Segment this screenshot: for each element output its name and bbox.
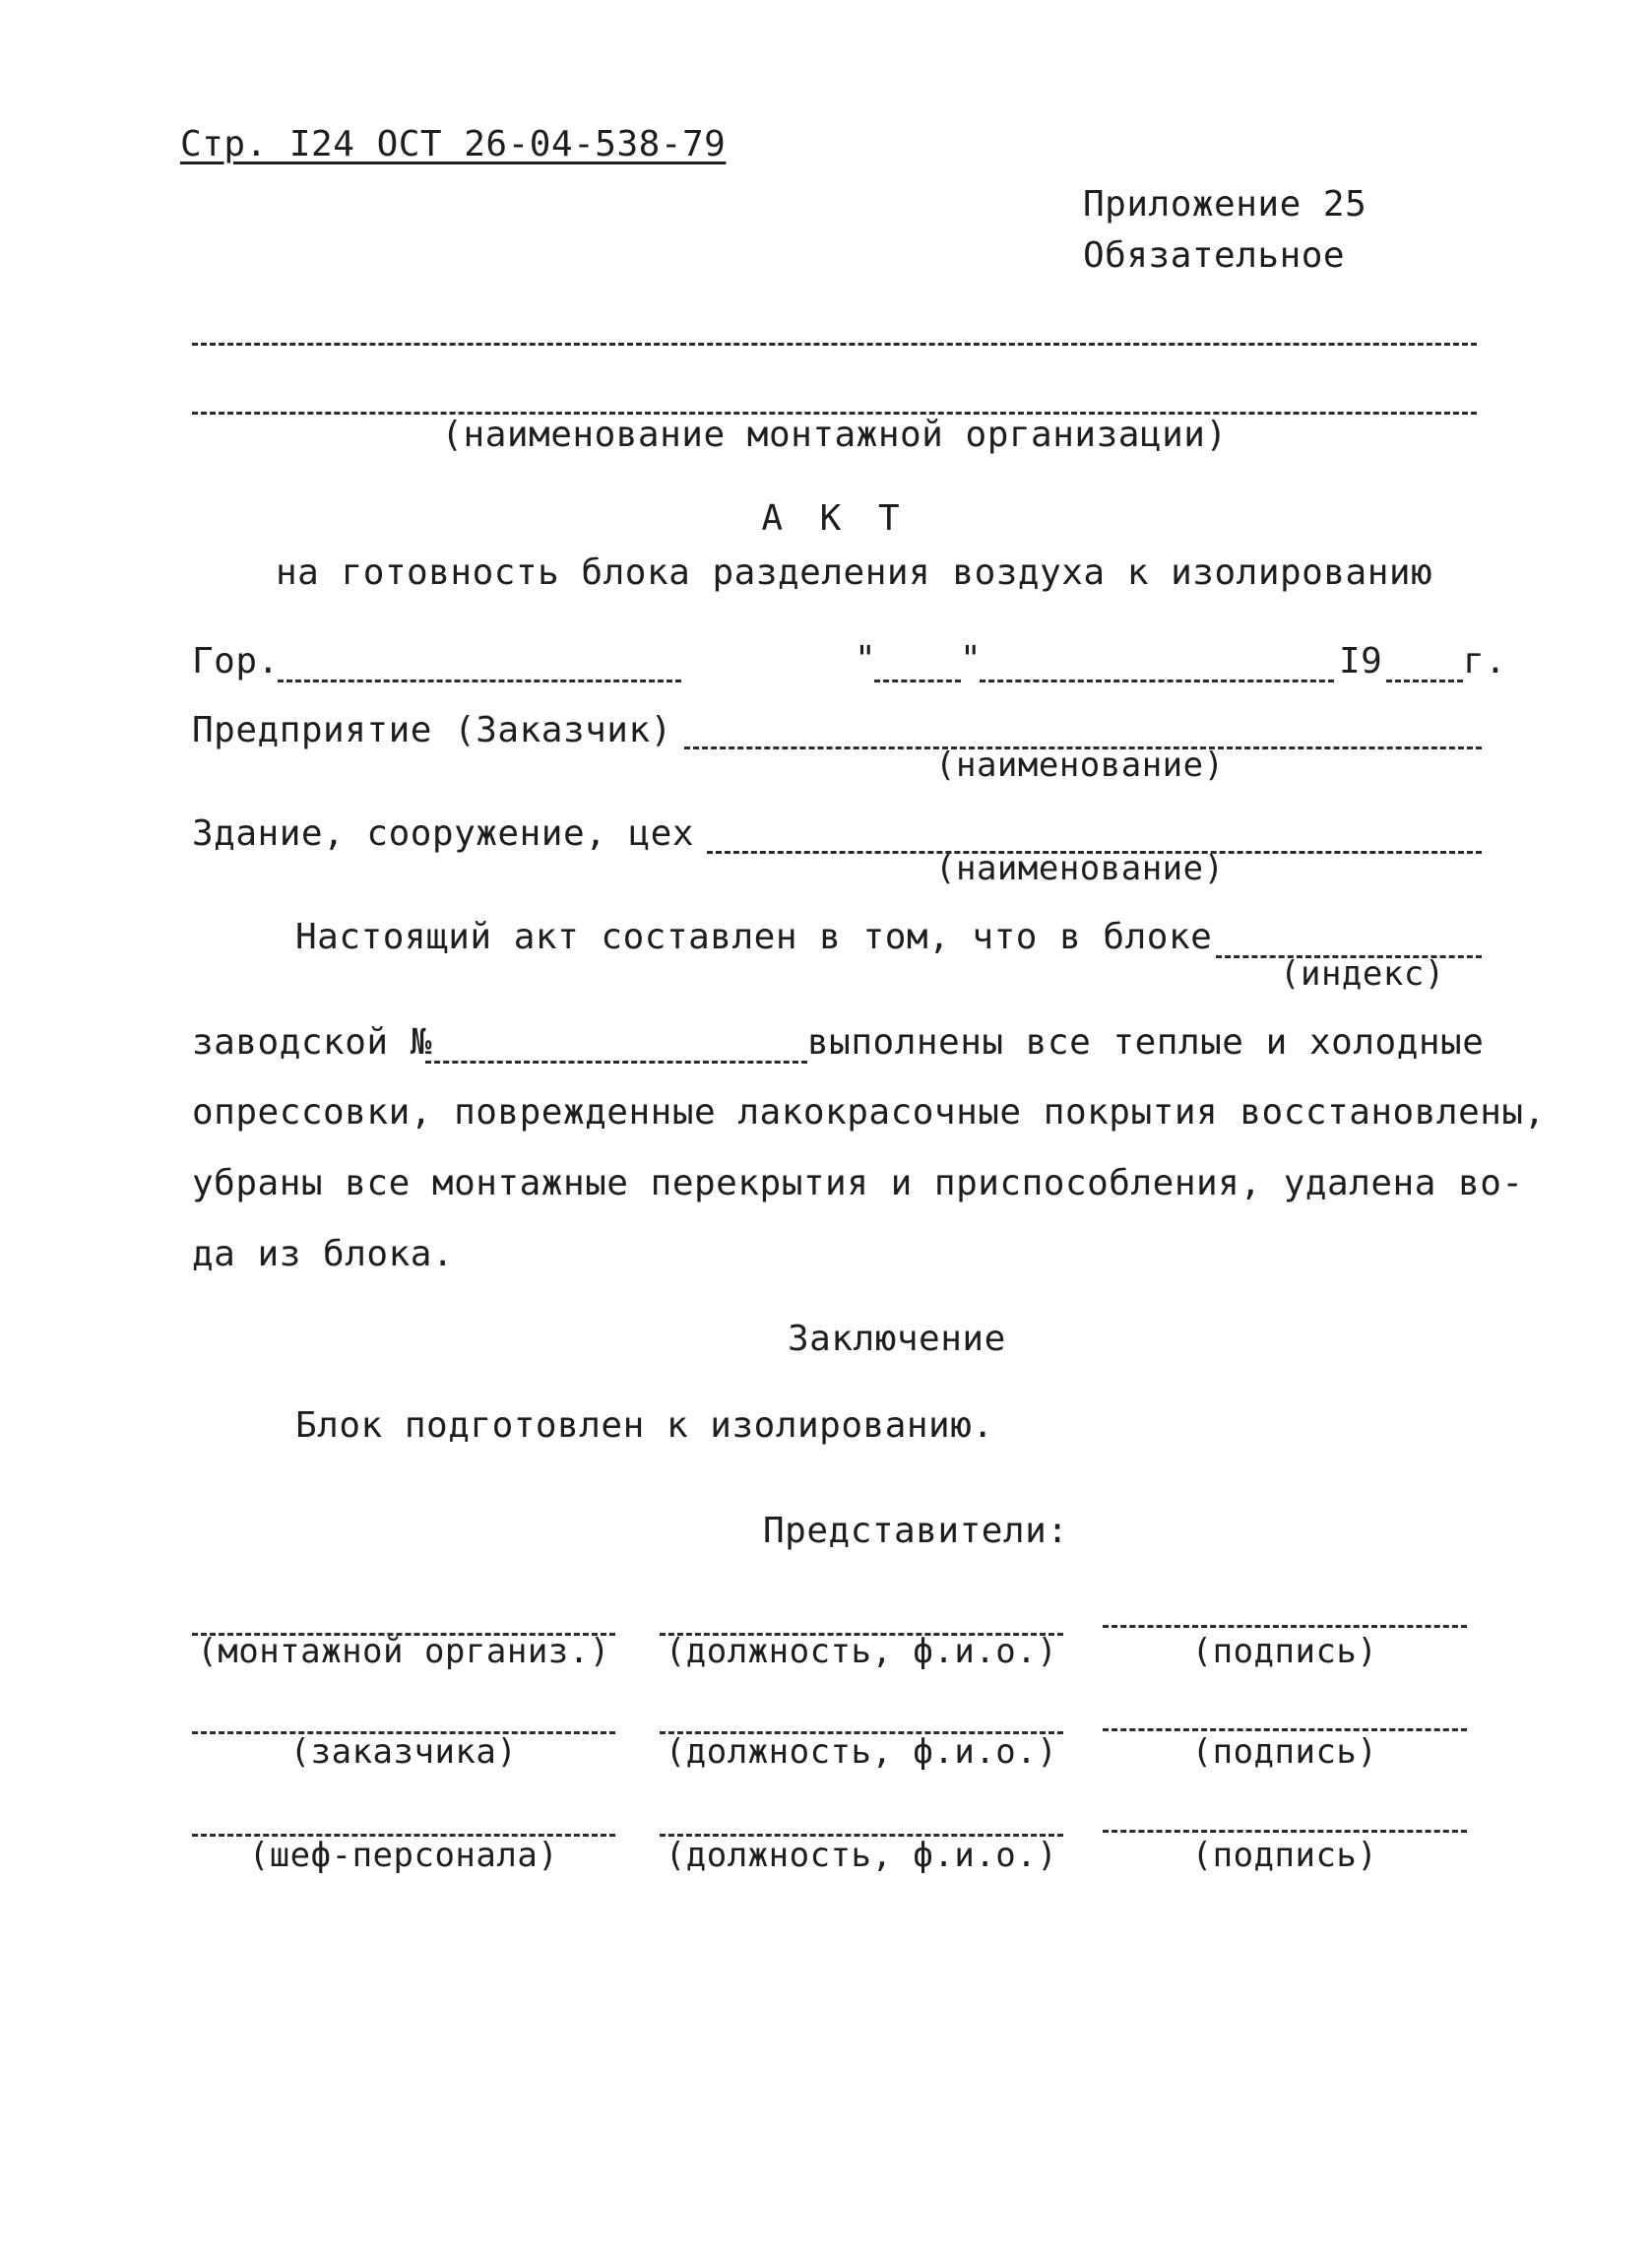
rep-position-caption-3: (должность, ф.и.о.) [665,1836,1058,1875]
conclusion-heading: Заключение [788,1319,1006,1359]
enterprise-label: Предприятие (Заказчик) [192,710,672,750]
enterprise-caption: (наименование) [935,745,1225,785]
appendix-number: Приложение 25 [1083,184,1367,225]
rep-signature-line-3 [1103,1830,1467,1833]
body-line-2-suffix: выполнены все теплые и холодные [807,1022,1485,1063]
rep-org-caption-3: (шеф-персонала) [248,1836,559,1875]
representatives-heading: Представители: [763,1511,1069,1551]
body-line-1: Настоящий акт составлен в том, что в блоке [295,917,1213,957]
rep-signature-caption-2: (подпись) [1191,1732,1378,1772]
rep-signature-caption-3: (подпись) [1191,1836,1378,1875]
month-field-line [980,680,1334,682]
page-reference: Стр. I24 ОСТ 26-04-538-79 [180,124,727,164]
year-suffix: г. [1463,641,1507,681]
serial-number-field-line [425,1061,807,1064]
document-title: А К Т [761,498,908,539]
body-line-4: убраны все монтажные перекрытия и приспособления, удалена во- [192,1163,1524,1203]
body-line-3: опрессовки, поврежденные лакокрасочные покрытия восстановлены, [192,1092,1546,1133]
year-field-line [1386,680,1463,682]
body-line-2-prefix: заводской № [192,1022,432,1063]
appendix-status: Обязательное [1083,235,1346,276]
rep-signature-line-1 [1103,1625,1467,1628]
date-quote-open: " [855,639,877,680]
city-field-line [278,680,681,682]
document-subtitle: на готовность блока разделения воздуха к изолированию [276,552,1433,593]
rep-position-caption-1: (должность, ф.и.о.) [665,1632,1058,1671]
date-quote-close: " [960,639,983,680]
rep-org-caption-1: (монтажной организ.) [197,1632,610,1671]
rep-signature-caption-1: (подпись) [1191,1632,1378,1671]
city-label: Гор. [192,641,280,681]
building-caption: (наименование) [935,849,1225,888]
rep-org-caption-2: (заказчика) [289,1732,518,1772]
body-line-5: да из блока. [192,1234,455,1274]
day-field-line [874,680,961,682]
building-label: Здание, сооружение, цех [192,813,694,854]
block-index-caption: (индекс) [1280,954,1445,994]
year-prefix: I9 [1339,641,1383,681]
org-name-caption: (наименование монтажной организации) [441,415,1228,455]
rep-position-caption-2: (должность, ф.и.о.) [665,1732,1058,1772]
org-name-line-1 [192,343,1477,346]
conclusion-text: Блок подготовлен к изолированию. [295,1405,994,1446]
